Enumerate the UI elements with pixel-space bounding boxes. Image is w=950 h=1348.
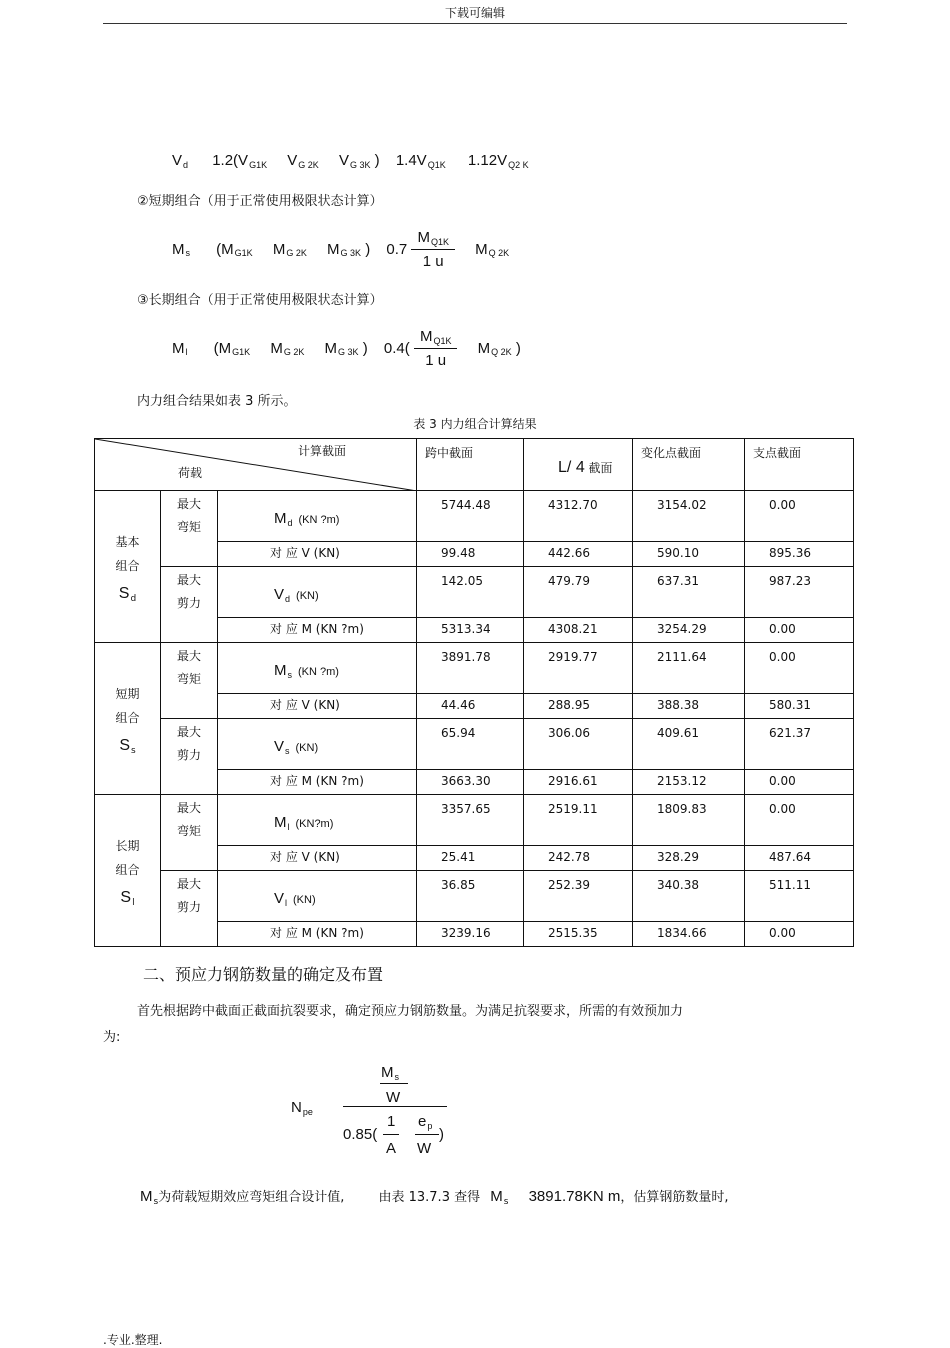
- row-kind-cell: 最大 弯矩: [161, 643, 218, 719]
- page-header: 下载可编辑: [444, 6, 505, 20]
- value-cell: 487.64: [745, 846, 854, 871]
- npe-f1-num: 1: [387, 1113, 396, 1130]
- value-cell: 388.38: [633, 694, 745, 719]
- npe-f1-den: A: [386, 1140, 397, 1157]
- value-cell: 0.00: [745, 770, 854, 795]
- npe-top-bar: [380, 1083, 408, 1084]
- row-kind-cell: 最大 剪力: [161, 871, 218, 947]
- load-label: 荷载: [178, 466, 203, 480]
- paragraph: 首先根据跨中截面正截面抗裂要求，确定预应力钢筋数量。为满足抗裂要求，所需的有效预加力: [137, 1004, 684, 1019]
- row-symbol-cell: $V_d$ (KN): [218, 567, 417, 618]
- formula-npe-lhs: $N_{pe}$: [291, 1099, 313, 1117]
- npe-tail: ): [439, 1126, 444, 1143]
- value-cell: 36.85: [417, 871, 524, 922]
- value-cell: 3663.30: [417, 770, 524, 795]
- value-cell: 5744.48: [417, 491, 524, 542]
- value-cell: 99.48: [417, 542, 524, 567]
- value-cell: 1834.66: [633, 922, 745, 947]
- value-cell: 511.11: [745, 871, 854, 922]
- table-row: [95, 567, 854, 618]
- results-table: [94, 438, 854, 947]
- npe-main-bar: [343, 1106, 447, 1107]
- table-row: [95, 871, 854, 922]
- value-cell: 987.23: [745, 567, 854, 618]
- paragraph-cont: 为:: [103, 1030, 121, 1045]
- value-cell: 637.31: [633, 567, 745, 618]
- value-cell: 3254.29: [633, 618, 745, 643]
- value-cell: 3154.02: [633, 491, 745, 542]
- row-corresponding-cell: 对 应 V (KN): [218, 694, 417, 719]
- row-corresponding-cell: 对 应 V (KN): [218, 542, 417, 567]
- value-cell: 252.39: [524, 871, 633, 922]
- value-cell: 142.05: [417, 567, 524, 618]
- value-cell: 3357.65: [417, 795, 524, 846]
- row-kind-cell: 最大 弯矩: [161, 491, 218, 567]
- long-term-label: ③长期组合（用于正常使用极限状态计算）: [137, 293, 383, 308]
- value-cell: 328.29: [633, 846, 745, 871]
- value-cell: 1809.83: [633, 795, 745, 846]
- row-kind-cell: 最大 弯矩: [161, 795, 218, 871]
- row-kind-cell: 最大 剪力: [161, 719, 218, 795]
- value-cell: 0.00: [745, 643, 854, 694]
- row-corresponding-cell: 对 应 V (KN): [218, 846, 417, 871]
- formula-ms: $M_s$ ($M_{G1K}$ $M_{G 2K}$ $M_{G 3K}$ ) 0.7 $\frac{M_{Q1K}}{1 u}$ $M_{Q 2K}$: [172, 229, 510, 270]
- value-cell: 25.41: [417, 846, 524, 871]
- npe-f1-bar: [383, 1134, 399, 1135]
- value-cell: 0.00: [745, 922, 854, 947]
- value-cell: 288.95: [524, 694, 633, 719]
- group-cell: 长期 组合 $S_l$: [95, 795, 161, 947]
- value-cell: 2919.77: [524, 643, 633, 694]
- last-line: $M_s$为荷载短期效应弯矩组合设计值, 由表 13.7.3 查得 $M_s$ 3891.78KN m，估算钢筋数量时,: [140, 1188, 729, 1207]
- row-kind-cell: 最大 剪力: [161, 567, 218, 643]
- formula-vd: $V_d$ $1.2(V_{G1K}$ $V_{G 2K}$ $V_{G 3K}$ ) $1.4V_{Q1K}$ $1.12V_{Q2 K}$: [172, 152, 529, 170]
- value-cell: 621.37: [745, 719, 854, 770]
- value-cell: 2111.64: [633, 643, 745, 694]
- row-symbol-cell: $M_d$ (KN ?m): [218, 491, 417, 542]
- row-corresponding-cell: 对 应 M (KN ?m): [218, 922, 417, 947]
- npe-top-den: W: [386, 1089, 401, 1106]
- value-cell: 2515.35: [524, 922, 633, 947]
- value-cell: 2519.11: [524, 795, 633, 846]
- value-cell: 3891.78: [417, 643, 524, 694]
- diagonal-line: [95, 439, 417, 491]
- row-symbol-cell: $M_s$ (KN ?m): [218, 643, 417, 694]
- value-cell: 44.46: [417, 694, 524, 719]
- value-cell: 409.61: [633, 719, 745, 770]
- row-symbol-cell: $M_l$ (KN?m): [218, 795, 417, 846]
- formula-ml: $M_l$ ($M_{G1K}$ $M_{G 2K}$ $M_{G 3K}$ ) 0.4( $\frac{M_{Q1K}}{1 u}$ $M_{Q 2K}$ ): [172, 328, 521, 369]
- col-quarter-span: L/ 4 截面: [524, 439, 633, 491]
- value-cell: 5313.34: [417, 618, 524, 643]
- value-cell: 3239.16: [417, 922, 524, 947]
- npe-top-num: $M_s$: [381, 1064, 399, 1082]
- group-cell: 短期 组合 $S_s$: [95, 643, 161, 795]
- calc-section-label: 计算截面: [298, 444, 347, 458]
- table-caption: 表 3 内力组合计算结果: [413, 417, 537, 431]
- row-corresponding-cell: 对 应 M (KN ?m): [218, 618, 417, 643]
- value-cell: 2153.12: [633, 770, 745, 795]
- value-cell: 580.31: [745, 694, 854, 719]
- table-row: [95, 491, 854, 542]
- npe-f2-den: W: [417, 1140, 432, 1157]
- table-row: [95, 643, 854, 694]
- value-cell: 0.00: [745, 618, 854, 643]
- short-term-label: ②短期组合（用于正常使用极限状态计算）: [137, 194, 383, 209]
- npe-coef: 0.85(: [343, 1126, 378, 1143]
- value-cell: 0.00: [745, 491, 854, 542]
- value-cell: 242.78: [524, 846, 633, 871]
- value-cell: 479.79: [524, 567, 633, 618]
- section-title: 二、预应力钢筋数量的确定及布置: [143, 965, 384, 984]
- col-support: 支点截面: [745, 439, 854, 491]
- row-symbol-cell: $V_s$ (KN): [218, 719, 417, 770]
- value-cell: 590.10: [633, 542, 745, 567]
- value-cell: 4308.21: [524, 618, 633, 643]
- header-rule: [103, 23, 847, 24]
- npe-f2-bar: [415, 1134, 439, 1135]
- page-footer: .专业.整理.: [103, 1333, 163, 1347]
- value-cell: 65.94: [417, 719, 524, 770]
- table-row: [95, 795, 854, 846]
- value-cell: 442.66: [524, 542, 633, 567]
- value-cell: 340.38: [633, 871, 745, 922]
- value-cell: 4312.70: [524, 491, 633, 542]
- group-cell: 基本 组合 $S_d$: [95, 491, 161, 643]
- row-symbol-cell: $V_l$ (KN): [218, 871, 417, 922]
- npe-f2-num: $e_p$: [418, 1113, 433, 1131]
- result-text: 内力组合结果如表 3 所示。: [137, 394, 297, 409]
- value-cell: 895.36: [745, 542, 854, 567]
- diagonal-header-cell: [95, 439, 417, 491]
- value-cell: 2916.61: [524, 770, 633, 795]
- col-mid-span: 跨中截面: [417, 439, 524, 491]
- value-cell: 0.00: [745, 795, 854, 846]
- table-row: [95, 719, 854, 770]
- row-corresponding-cell: 对 应 M (KN ?m): [218, 770, 417, 795]
- col-change-point: 变化点截面: [633, 439, 745, 491]
- value-cell: 306.06: [524, 719, 633, 770]
